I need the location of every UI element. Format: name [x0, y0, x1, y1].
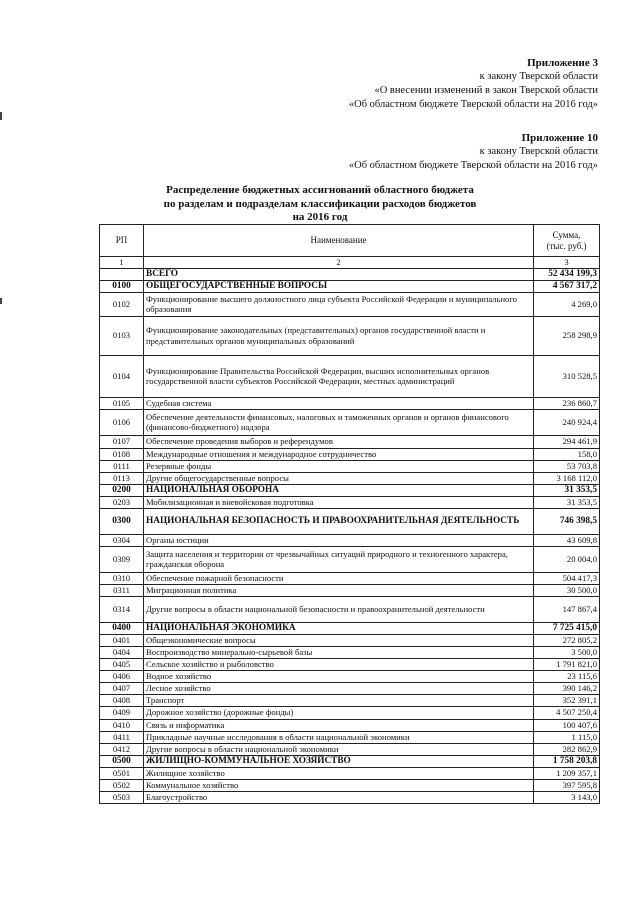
row-code: 0503: [100, 791, 144, 803]
table-row: [100, 719, 600, 731]
row-amount: 3 500,0: [534, 646, 600, 658]
row-amount: 240 924,4: [534, 409, 600, 435]
appendix-3-line: «О внесении изменений в закон Тверской области: [374, 85, 598, 96]
row-amount: 147 867,4: [534, 596, 600, 622]
budget-table: [99, 224, 600, 804]
row-name: Связь и информатика: [144, 719, 534, 731]
row-amount: 294 461,9: [534, 435, 600, 448]
table-row: [100, 634, 600, 646]
row-name: Обеспечение проведения выборов и референдумов: [144, 435, 534, 448]
table-row: [100, 622, 600, 634]
table-row: [100, 584, 600, 596]
row-amount: 43 609,8: [534, 534, 600, 546]
table-row: [100, 755, 600, 767]
table-header-row: [100, 225, 600, 257]
table-row: [100, 508, 600, 534]
row-amount: 310 528,5: [534, 355, 600, 397]
row-amount: 504 417,3: [534, 572, 600, 584]
row-amount: 20 004,0: [534, 546, 600, 572]
table-row: [100, 460, 600, 472]
table-row: [100, 484, 600, 496]
table-row: [100, 292, 600, 316]
row-name: Функционирование законодательных (представительных) органов государственной власти и представительных органов муниципальных образований: [144, 316, 534, 355]
row-amount: 352 391,1: [534, 694, 600, 706]
row-amount: 4 269,0: [534, 292, 600, 316]
row-amount: 390 146,2: [534, 682, 600, 694]
table-row: [100, 767, 600, 779]
table-row: [100, 268, 600, 280]
scan-edge-mark: [0, 112, 2, 120]
row-name: Защита населения и территории от чрезвычайных ситуаций природного и техногенного характера, гражданская оборона: [144, 546, 534, 572]
row-code: 0105: [100, 397, 144, 409]
header-amount-unit: (тыс. руб.): [546, 240, 587, 251]
heading-line: на 2016 год: [292, 211, 348, 223]
row-code: 0113: [100, 472, 144, 484]
table-row: [100, 496, 600, 508]
row-amount: 1 209 357,1: [534, 767, 600, 779]
row-amount: 3 143,0: [534, 791, 600, 803]
row-name: НАЦИОНАЛЬНАЯ ОБОРОНА: [144, 484, 534, 496]
row-amount: 258 298,9: [534, 316, 600, 355]
table-row: [100, 731, 600, 743]
row-code: 0409: [100, 706, 144, 719]
appendix-10-title: Приложение 10: [521, 132, 598, 144]
appendix-3-line: к закону Тверской области: [479, 71, 598, 82]
row-code: 0300: [100, 508, 144, 534]
row-amount: 52 434 199,3: [534, 268, 600, 280]
row-amount: 158,0: [534, 448, 600, 460]
table-row: [100, 472, 600, 484]
row-code: 0304: [100, 534, 144, 546]
row-code: 0103: [100, 316, 144, 355]
header-amount-line: Сумма,: [552, 229, 581, 240]
row-amount: 7 725 415,0: [534, 622, 600, 634]
column-number: 3: [534, 257, 600, 269]
table-row: [100, 694, 600, 706]
row-name: Мобилизационная и вневойсковая подготовка: [144, 496, 534, 508]
row-name: Дорожное хозяйство (дорожные фонды): [144, 706, 534, 719]
row-name: Функционирование высшего должностного лица субъекта Российской Федерации и муниципального образования: [144, 292, 534, 316]
row-code: 0111: [100, 460, 144, 472]
row-amount: 1 758 203,8: [534, 755, 600, 767]
row-amount: 1 115,0: [534, 731, 600, 743]
row-name: НАЦИОНАЛЬНАЯ ЭКОНОМИКА: [144, 622, 534, 634]
column-number: 1: [100, 257, 144, 269]
row-name: Миграционная политика: [144, 584, 534, 596]
document-heading: [0, 184, 640, 225]
appendix-3-line: «Об областном бюджете Тверской области на 2016 год»: [348, 99, 598, 110]
column-number: 2: [144, 257, 534, 269]
row-name: Транспорт: [144, 694, 534, 706]
row-amount: 31 353,5: [534, 484, 600, 496]
row-amount: 282 862,9: [534, 743, 600, 755]
table-row: [100, 534, 600, 546]
table-row: [100, 435, 600, 448]
row-name: Другие вопросы в области национальной экономики: [144, 743, 534, 755]
appendix-10-line: к закону Тверской области: [479, 146, 598, 157]
row-amount: 272 805,2: [534, 634, 600, 646]
row-name: Прикладные научные исследования в области национальной экономики: [144, 731, 534, 743]
appendix-10-block: [349, 131, 598, 173]
row-code: 0200: [100, 484, 144, 496]
row-code: 0502: [100, 779, 144, 791]
table-row: [100, 682, 600, 694]
row-code: 0408: [100, 694, 144, 706]
row-name: Обеспечение пожарной безопасности: [144, 572, 534, 584]
row-code: 0401: [100, 634, 144, 646]
row-code: 0500: [100, 755, 144, 767]
row-name: Сельское хозяйство и рыболовство: [144, 658, 534, 670]
row-code: 0404: [100, 646, 144, 658]
row-code: [100, 268, 144, 280]
row-name: Водное хозяйство: [144, 670, 534, 682]
row-code: 0311: [100, 584, 144, 596]
table-row: [100, 646, 600, 658]
table-row: [100, 280, 600, 292]
row-amount: 100 407,6: [534, 719, 600, 731]
row-amount: 30 500,0: [534, 584, 600, 596]
row-code: 0411: [100, 731, 144, 743]
row-code: 0314: [100, 596, 144, 622]
row-name: Общеэкономические вопросы: [144, 634, 534, 646]
header-amount: [534, 225, 600, 257]
table-row: [100, 791, 600, 803]
row-code: 0407: [100, 682, 144, 694]
table-row: [100, 670, 600, 682]
table-row: [100, 355, 600, 397]
row-amount: 1 791 821,0: [534, 658, 600, 670]
row-code: 0104: [100, 355, 144, 397]
table-row: [100, 779, 600, 791]
table-row: [100, 572, 600, 584]
row-code: 0410: [100, 719, 144, 731]
row-name: НАЦИОНАЛЬНАЯ БЕЗОПАСНОСТЬ И ПРАВООХРАНИТЕЛЬНАЯ ДЕЯТЕЛЬНОСТЬ: [144, 508, 534, 534]
header-code: РП: [100, 225, 144, 257]
row-name: Функционирование Правительства Российской Федерации, высших исполнительных органов государственной власти субъектов Российской Федерации, местных администраций: [144, 355, 534, 397]
row-name: ВСЕГО: [144, 268, 534, 280]
table-row: [100, 316, 600, 355]
row-amount: 3 168 112,0: [534, 472, 600, 484]
row-name: Воспроизводство минерально-сырьевой базы: [144, 646, 534, 658]
row-code: 0108: [100, 448, 144, 460]
row-name: Благоустройство: [144, 791, 534, 803]
row-amount: 236 860,7: [534, 397, 600, 409]
table-row: [100, 743, 600, 755]
header-name: Наименование: [144, 225, 534, 257]
row-code: 0310: [100, 572, 144, 584]
row-code: 0100: [100, 280, 144, 292]
appendix-3-block: [349, 56, 598, 112]
row-code: 0107: [100, 435, 144, 448]
table-row: [100, 658, 600, 670]
row-code: 0309: [100, 546, 144, 572]
row-name: Лесное хозяйство: [144, 682, 534, 694]
row-amount: 23 115,6: [534, 670, 600, 682]
table-body: [100, 268, 600, 803]
row-name: Обеспечение деятельности финансовых, налоговых и таможенных органов и органов финансового (финансово-бюджетного) надзора: [144, 409, 534, 435]
row-name: Резервные фонды: [144, 460, 534, 472]
row-code: 0406: [100, 670, 144, 682]
row-name: Органы юстиции: [144, 534, 534, 546]
row-amount: 53 703,8: [534, 460, 600, 472]
row-name: Коммунальное хозяйство: [144, 779, 534, 791]
row-name: ОБЩЕГОСУДАРСТВЕННЫЕ ВОПРОСЫ: [144, 280, 534, 292]
heading-line: по разделам и подразделам классификации расходов бюджетов: [163, 197, 477, 210]
row-code: 0501: [100, 767, 144, 779]
row-amount: 4 507 250,4: [534, 706, 600, 719]
heading-line: Распределение бюджетных ассигнований областного бюджета: [166, 184, 474, 196]
row-name: Другие общегосударственные вопросы: [144, 472, 534, 484]
row-code: 0203: [100, 496, 144, 508]
table-row: [100, 409, 600, 435]
row-name: Жилищное хозяйство: [144, 767, 534, 779]
row-name: Международные отношения и международное сотрудничество: [144, 448, 534, 460]
row-amount: 746 398,5: [534, 508, 600, 534]
row-code: 0400: [100, 622, 144, 634]
row-code: 0412: [100, 743, 144, 755]
row-code: 0102: [100, 292, 144, 316]
row-amount: 4 567 317,2: [534, 280, 600, 292]
table-row: [100, 448, 600, 460]
row-code: 0405: [100, 658, 144, 670]
row-code: 0106: [100, 409, 144, 435]
row-amount: 397 595,8: [534, 779, 600, 791]
row-name: Другие вопросы в области национальной безопасности и правоохранительной деятельности: [144, 596, 534, 622]
table-row: [100, 397, 600, 409]
table-row: [100, 596, 600, 622]
row-name: ЖИЛИЩНО-КОММУНАЛЬНОЕ ХОЗЯЙСТВО: [144, 755, 534, 767]
column-number-row: [100, 257, 600, 269]
appendix-10-line: «Об областном бюджете Тверской области на 2016 год»: [348, 160, 598, 171]
table-row: [100, 706, 600, 719]
appendix-3-title: Приложение 3: [527, 57, 598, 69]
scan-edge-mark: [0, 298, 2, 304]
row-amount: 31 353,5: [534, 496, 600, 508]
row-name: Судебная система: [144, 397, 534, 409]
table-row: [100, 546, 600, 572]
